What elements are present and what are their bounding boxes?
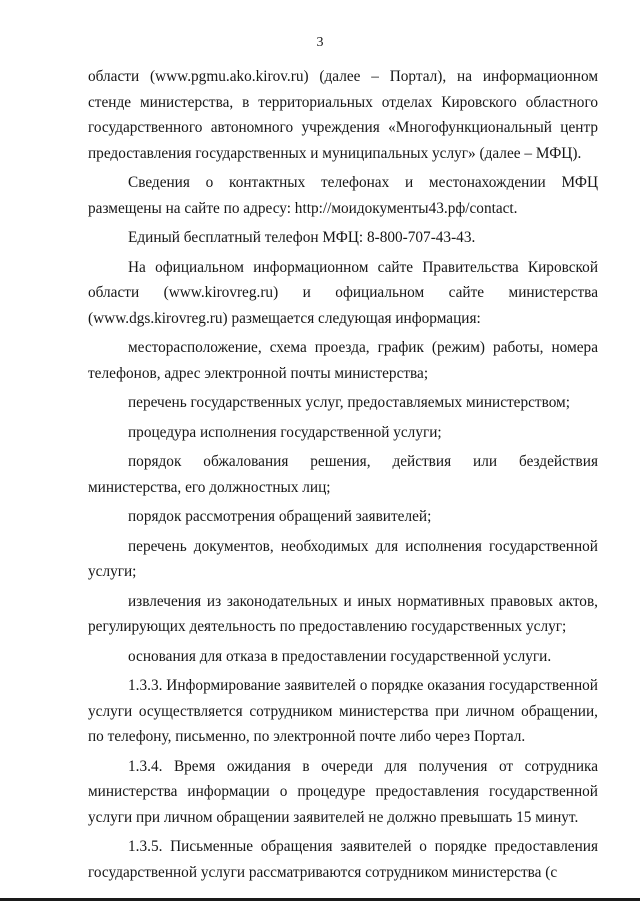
paragraph-12: основания для отказа в предоставлении государственной услуги. (128, 647, 552, 665)
paragraph-6: перечень государственных услуг, предоставляемых министерством; (128, 394, 570, 411)
paragraph-15: 1.3.5. Письменные обращения заявителей о порядке предоставления государственной услуги рассматриваются сотрудником министерства (с (88, 838, 598, 881)
paragraph-1: области (www.pgmu.ako.kirov.ru) (далее – Портал), на информационном стенде министерства, в территориальных отделах Кировского областного государственного автономного учреждения «Многофункциональный центр предоставления государственных и муниципальных услуг» (далее – МФЦ). (88, 68, 598, 162)
paragraph-8: порядок обжалования решения, действия или бездействия министерства, его должностных лиц; (88, 453, 598, 496)
scan-bottom-edge (0, 898, 640, 901)
paragraph-11: извлечения из законодательных и иных нормативных правовых актов, регулирующих деятельность по предоставлению государственных услуг; (88, 592, 598, 635)
document-body (88, 64, 598, 885)
paragraph-9: порядок рассмотрения обращений заявителей; (128, 508, 432, 525)
paragraph-2: Сведения о контактных телефонах и местонахождении МФЦ размещены на сайте по адресу: http://моидокументы43.рф/contact. (88, 174, 598, 217)
page-number: 3 (316, 35, 324, 50)
paragraph-10: перечень документов, необходимых для исполнения государственной услуги; (88, 537, 598, 580)
paragraph-5: месторасположение, схема проезда, график (режим) работы, номера телефонов, адрес электронной почты министерства; (88, 339, 598, 382)
paragraph-14: 1.3.4. Время ожидания в очереди для получения от сотрудника министерства информации о процедуре предоставления государственной услуги при личном обращении заявителей не должно превышать 15 минут. (88, 757, 598, 826)
paragraph-13: 1.3.3. Информирование заявителей о порядке оказания государственной услуги осуществляется сотрудником министерства при личном обращении, по телефону, письменно, по электронной почте либо через Портал. (88, 677, 598, 745)
paragraph-7: процедура исполнения государственной услуги; (128, 423, 442, 441)
paragraph-3: Единый бесплатный телефон МФЦ: 8-800-707-43-43. (128, 229, 476, 246)
paragraph-4: На официальном информационном сайте Правительства Кировской области (www.kirovreg.ru) и официальном сайте министерства (www.dgs.kirovreg.ru) размещается следующая информация: (88, 258, 598, 327)
